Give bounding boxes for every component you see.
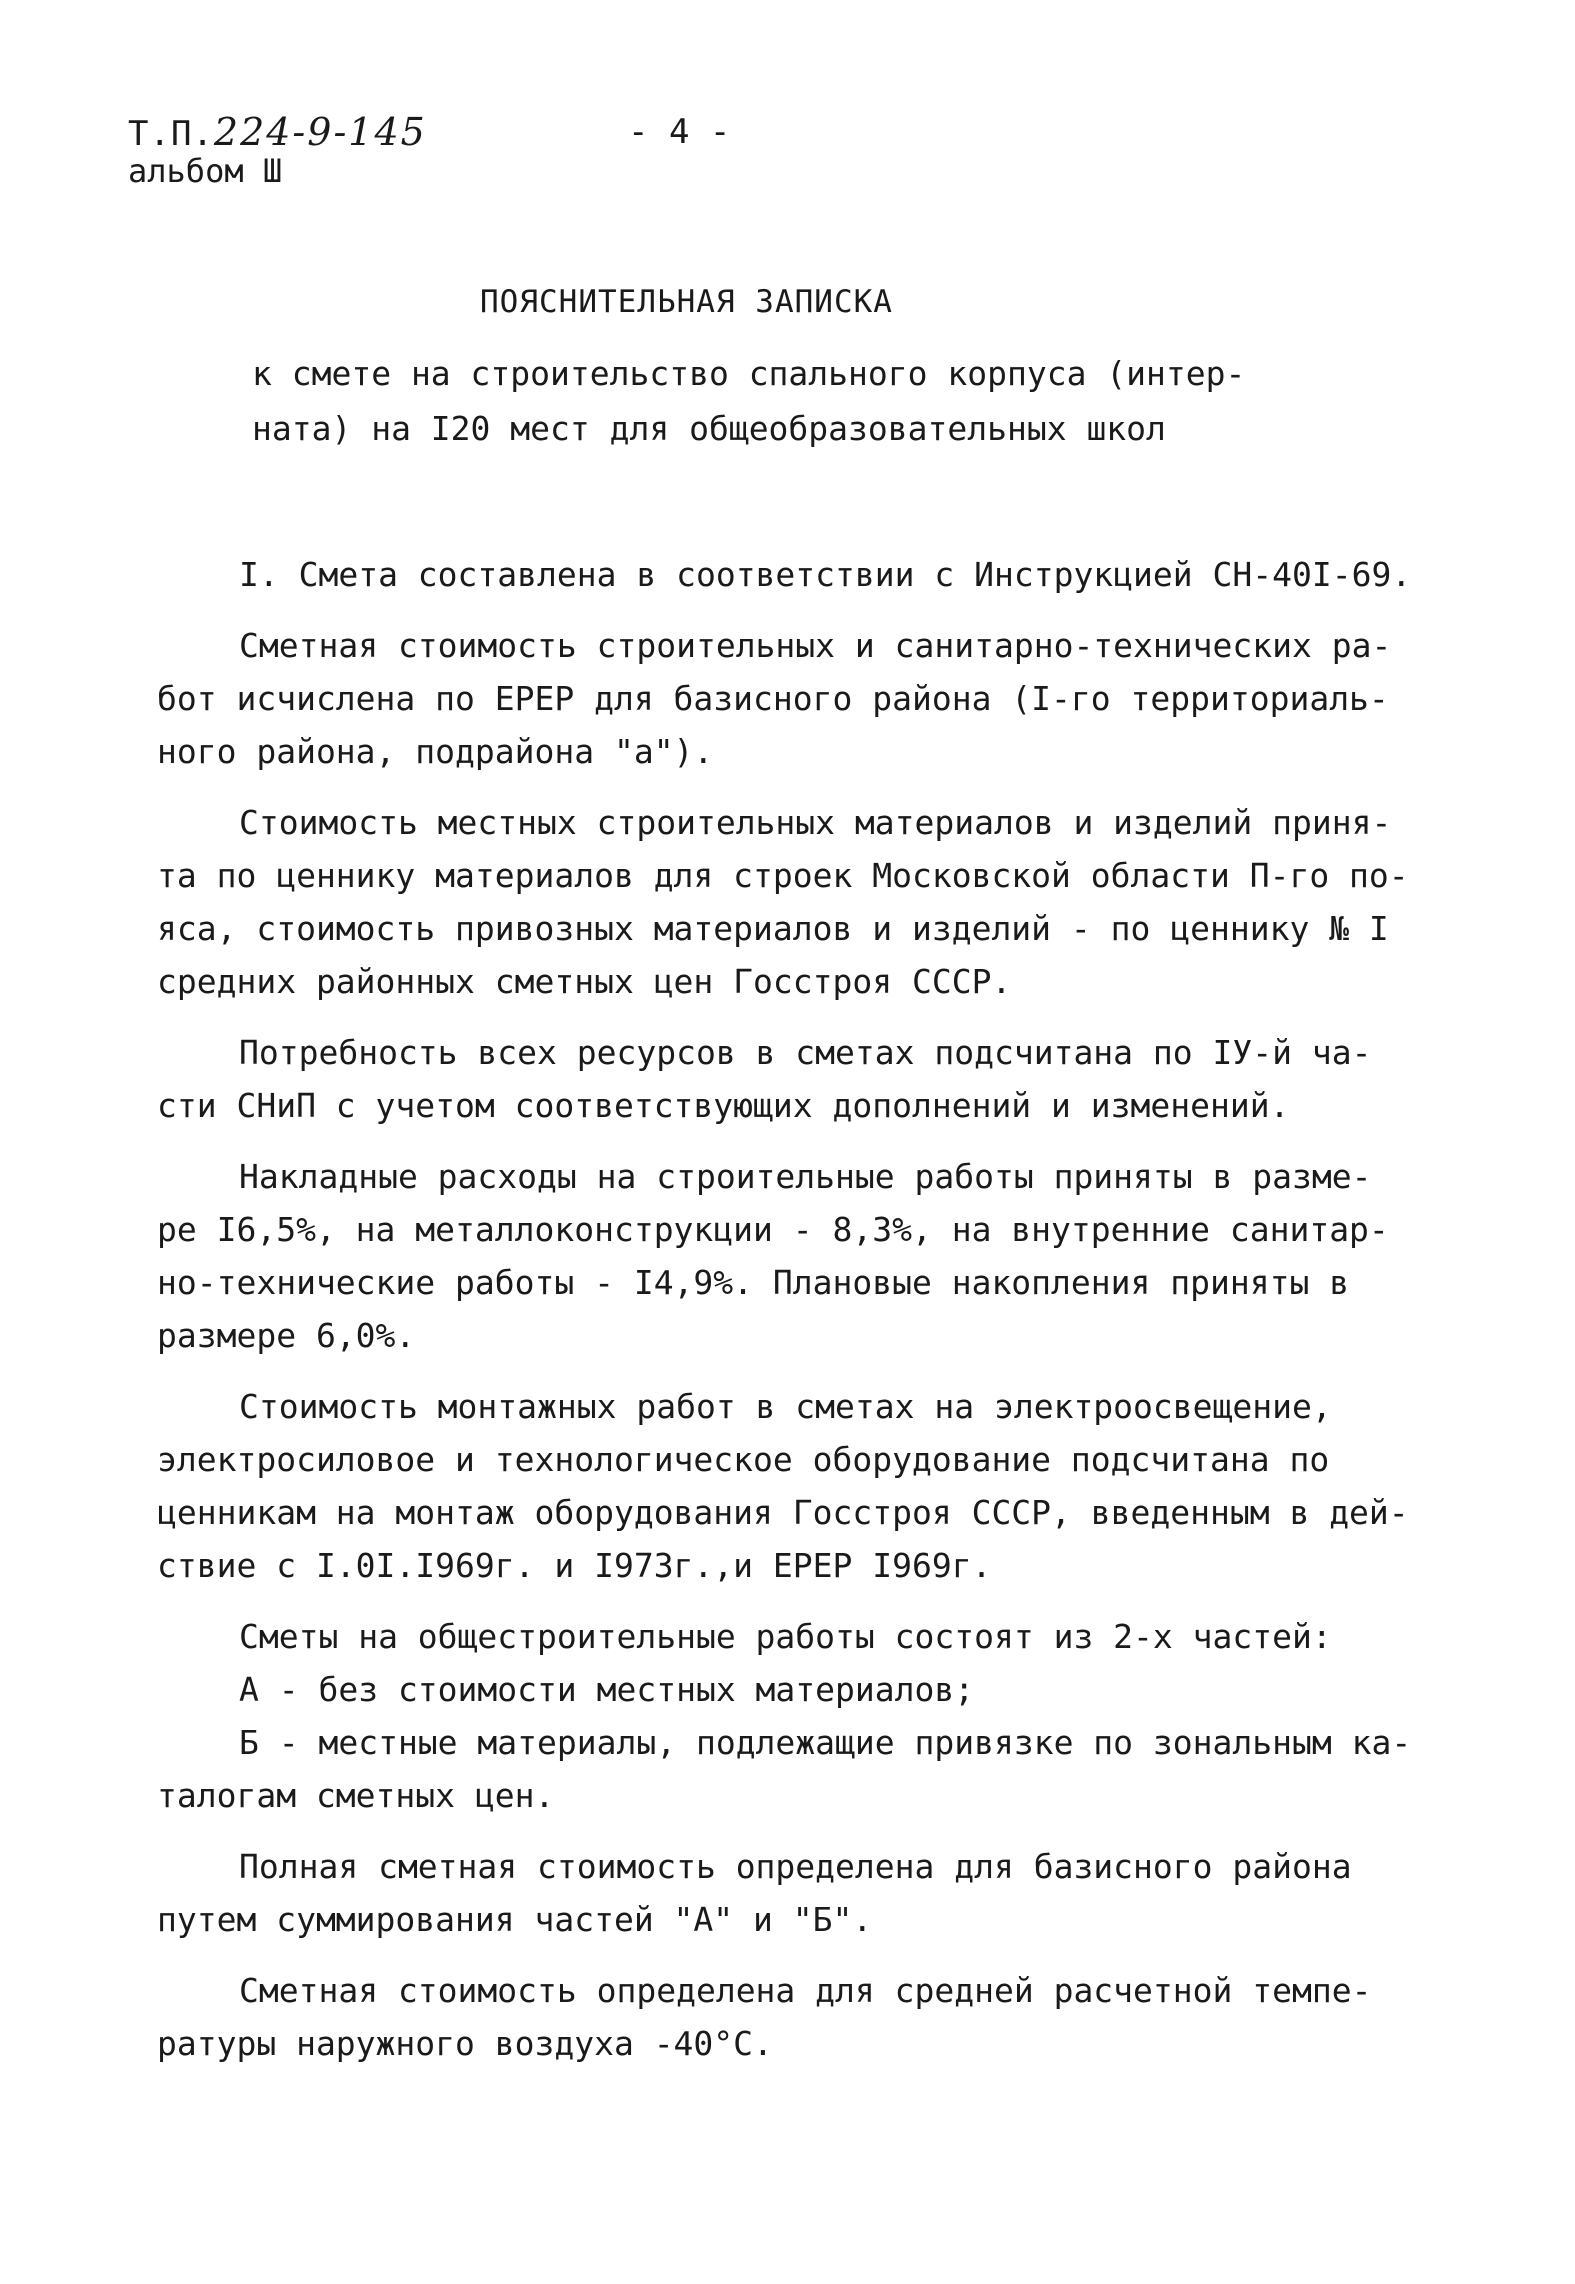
- paragraph-5: [157, 1150, 1457, 1362]
- text-line: Б - местные материалы, подлежащие привязке по зональным ка-: [239, 1723, 1412, 1762]
- text-line: та по ценнику материалов для строек Московской области П-го по-: [157, 856, 1409, 895]
- paragraph-11: [157, 1964, 1457, 2070]
- text-line: путем суммирования частей "А" и "Б".: [157, 1900, 873, 1939]
- text-line: Накладные расходы на строительные работы приняты в разме-: [239, 1157, 1372, 1196]
- text-line: но-технические работы - I4,9%. Плановые накопления приняты в: [157, 1263, 1350, 1302]
- document-code: [128, 110, 427, 154]
- text-line: ствие с I.0I.I969г. и I973г.,и ЕРЕР I969г.: [157, 1546, 992, 1585]
- text-line: Потребность всех ресурсов в сметах подсчитана по IУ-й ча-: [239, 1033, 1372, 1072]
- paragraph-4: [157, 1026, 1457, 1132]
- document-subtitle: [252, 346, 1245, 456]
- text-line: Полная сметная стоимость определена для базисного района: [239, 1847, 1352, 1886]
- document-code-handwritten: 224-9-145: [213, 110, 427, 154]
- text-line: Стоимость местных строительных материалов и изделий приня-: [239, 803, 1392, 842]
- paragraph-8: [157, 1663, 1457, 1716]
- document-code-prefix: Т.П.: [128, 114, 214, 154]
- text-line: Сметная стоимость строительных и санитарно-технических ра-: [239, 626, 1392, 665]
- subtitle-line: ната) на I20 мест для общеобразовательных школ: [252, 409, 1166, 448]
- text-line: яса, стоимость привозных материалов и изделий - по ценнику № I: [157, 909, 1389, 948]
- paragraph-6: [157, 1380, 1457, 1592]
- paragraph-9: [157, 1716, 1457, 1822]
- text-line: сти СНиП с учетом соответствующих дополнений и изменений.: [157, 1086, 1290, 1125]
- text-line: I. Смета составлена в соответствии с Инструкцией СН-40I-69.: [239, 555, 1412, 594]
- document-title: ПОЯСНИТЕЛЬНАЯ ЗАПИСКА: [480, 284, 893, 320]
- paragraph-10: [157, 1840, 1457, 1946]
- text-line: электросиловое и технологическое оборудование подсчитана по: [157, 1440, 1330, 1479]
- text-line: средних районных сметных цен Госстроя СССР.: [157, 962, 1012, 1001]
- paragraph-2: [157, 619, 1457, 778]
- text-line: талогам сметных цен.: [157, 1776, 555, 1815]
- paragraph-7: [157, 1610, 1457, 1663]
- paragraph-3: [157, 796, 1457, 1008]
- text-line: Сметы на общестроительные работы состоят из 2-х частей:: [239, 1617, 1332, 1656]
- album-label: альбом Ш: [128, 152, 283, 190]
- text-line: ре I6,5%, на металлоконструкции - 8,3%, на внутренние санитар-: [157, 1210, 1389, 1249]
- text-line: бот исчислена по ЕРЕР для базисного района (I-го территориаль-: [157, 679, 1389, 718]
- document-body: [157, 548, 1457, 2070]
- text-line: ценникам на монтаж оборудования Госстроя СССР, введенным в дей-: [157, 1493, 1409, 1532]
- text-line: Стоимость монтажных работ в сметах на электроосвещение,: [239, 1387, 1332, 1426]
- subtitle-line: к смете на строительство спального корпуса (интер-: [252, 354, 1246, 393]
- page-number: - 4 -: [628, 112, 731, 152]
- text-line: ного района, подрайона "а").: [157, 732, 714, 771]
- text-line: ратуры наружного воздуха -40°С.: [157, 2024, 773, 2063]
- text-line: размере 6,0%.: [157, 1316, 416, 1355]
- text-line: А - без стоимости местных материалов;: [239, 1670, 975, 1709]
- paragraph-1: [157, 548, 1457, 601]
- text-line: Сметная стоимость определена для средней расчетной темпе-: [239, 1971, 1372, 2010]
